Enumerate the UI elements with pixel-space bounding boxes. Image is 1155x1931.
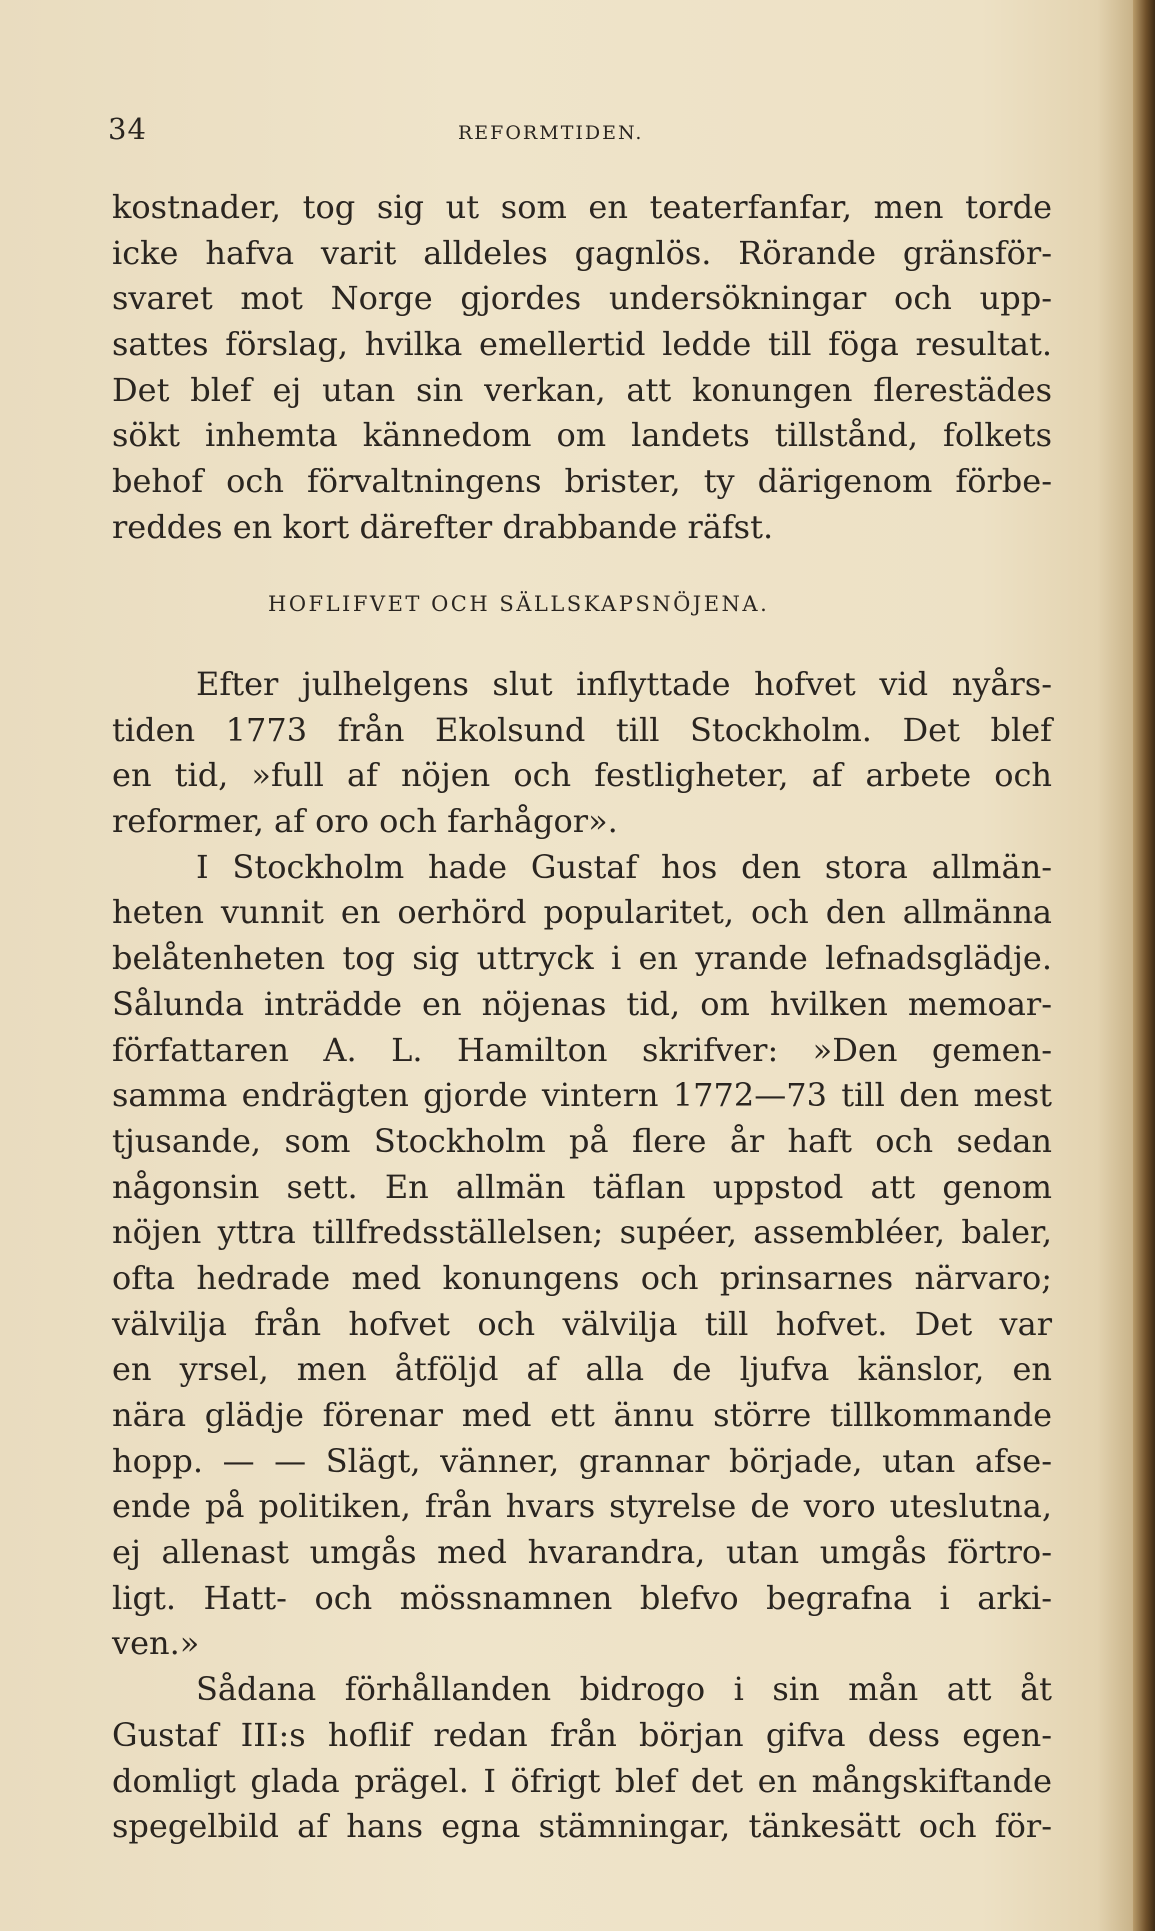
text-line: behof och förvaltningens brister, ty därigenom förbe- bbox=[112, 462, 1052, 501]
text-line: Det blef ej utan sin verkan, att konungen flerestädes bbox=[112, 370, 1052, 409]
text-line: ligt. Hatt- och mössnamnen blefvo begrafna i arki- bbox=[112, 1578, 1052, 1617]
text-line: ende på politiken, från hvars styrelse de voro uteslutna, bbox=[112, 1487, 1052, 1526]
text-line: icke hafva varit alldeles gagnlös. Rörande gränsför- bbox=[112, 233, 1052, 272]
text-line: författaren A. L. Hamilton skrifver: »Den gemen- bbox=[112, 1030, 1052, 1069]
text-line: sattes förslag, hvilka emellertid ledde till föga resultat. bbox=[112, 325, 1052, 364]
text-line: reformer, af oro och farhågor». bbox=[112, 802, 618, 841]
text-line: tjusande, som Stockholm på flere år haft och sedan bbox=[112, 1121, 1052, 1160]
running-title: REFORMTIDEN. bbox=[458, 122, 644, 144]
text-line: svaret mot Norge gjordes undersökningar och upp- bbox=[112, 279, 1052, 318]
text-line: reddes en kort därefter drabbande räfst. bbox=[112, 507, 774, 546]
text-line: ven.» bbox=[112, 1624, 200, 1663]
text-line: sökt inhemta kännedom om landets tillstånd, folkets bbox=[112, 416, 1052, 455]
text-line: I Stockholm hade Gustaf hos den stora allmän- bbox=[196, 847, 1052, 886]
section-heading: HOFLIFVET OCH SÄLLSKAPSNÖJENA. bbox=[268, 592, 770, 616]
text-line: välvilja från hofvet och välvilja till hofvet. Det var bbox=[112, 1304, 1052, 1343]
paragraph-1 bbox=[112, 185, 1052, 551]
text-line: domligt glada prägel. I öfrigt blef det en mångskiftande bbox=[112, 1761, 1052, 1800]
text-line: samma endrägten gjorde vintern 1772—73 till den mest bbox=[112, 1076, 1052, 1115]
text-line: nära glädje förenar med ett ännu större tillkommande bbox=[112, 1396, 1052, 1434]
text-line: en tid, »full af nöjen och festligheter, af arbete och bbox=[112, 756, 1052, 795]
text-line: heten vunnit en oerhörd popularitet, och den allmänna bbox=[112, 893, 1052, 932]
text-line: kostnader, tog sig ut som en teaterfanfar, men torde bbox=[112, 188, 1052, 226]
book-binding-edge bbox=[1133, 0, 1155, 1931]
text-line: någonsin sett. En allmän täflan uppstod att genom bbox=[112, 1167, 1052, 1206]
text-line: Sådana förhållanden bidrogo i sin mån att åt bbox=[196, 1670, 1052, 1709]
text-line: Gustaf III:s hoflif redan från början gifva dess egen- bbox=[112, 1715, 1052, 1754]
text-line: ej allenast umgås med hvarandra, utan umgås förtro- bbox=[112, 1533, 1052, 1572]
text-line: Efter julhelgens slut inflyttade hofvet vid nyårs- bbox=[196, 665, 1052, 703]
text-line: hopp. — — Slägt, vänner, grannar började, utan afse- bbox=[112, 1441, 1052, 1480]
page-header bbox=[108, 112, 1058, 152]
text-line: nöjen yttra tillfredsställelsen; supéer, assembléer, baler, bbox=[112, 1213, 1052, 1252]
text-line: Sålunda inträdde en nöjenas tid, om hvilken memoar- bbox=[112, 984, 1052, 1023]
section-body bbox=[112, 662, 1052, 1850]
text-line: belåtenheten tog sig uttryck i en yrande lefnadsglädje. bbox=[112, 939, 1052, 978]
text-line: tiden 1773 från Ekolsund till Stockholm. Det blef bbox=[112, 710, 1052, 749]
text-line: spegelbild af hans egna stämningar, tänkesätt och för- bbox=[112, 1807, 1052, 1846]
page-number: 34 bbox=[108, 112, 147, 146]
text-line: ofta hedrade med konungens och prinsarnes närvaro; bbox=[112, 1258, 1052, 1297]
text-line: en yrsel, men åtföljd af alla de ljufva känslor, en bbox=[112, 1350, 1052, 1389]
